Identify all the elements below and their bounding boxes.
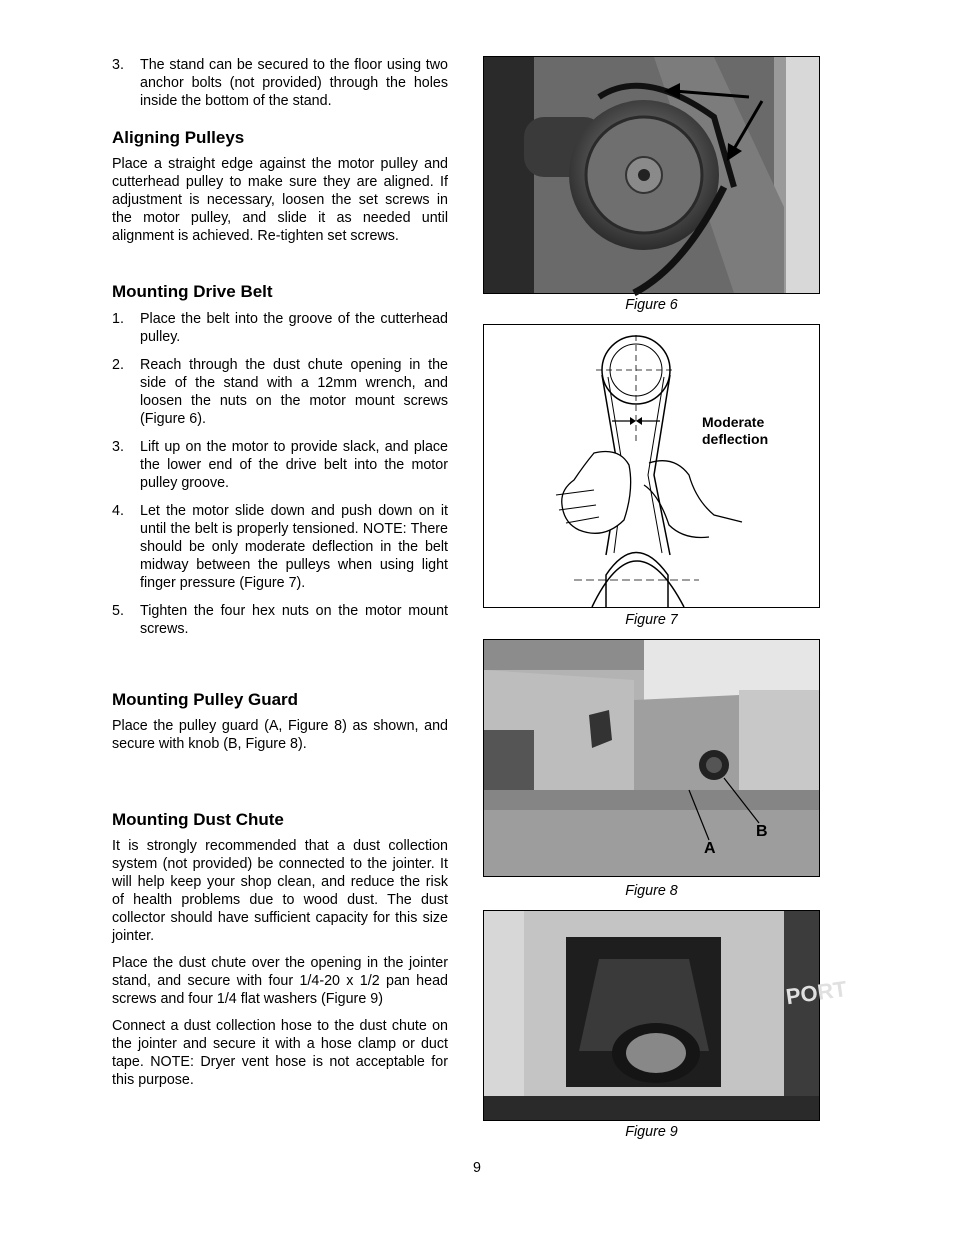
section-mounting-drive-belt [112,281,448,638]
list-text: Let the motor slide down and push down on it until the belt is properly tensioned. NOTE: There should be only moderate deflection in the belt midway between the pulleys when using light finger pressure (Figure 7). [140,503,448,591]
figure-8-caption: Figure 8 [625,883,678,899]
section-heading: Aligning Pulleys [112,128,245,147]
figure-9-caption: Figure 9 [625,1124,678,1140]
section-body: Place a straight edge against the motor pulley and cutterhead pulley to make sure they are aligned. If adjustment is necessary, loosen the set screws in the motor pulley, and slide it as needed until alignment is achieved. Re-tighten set screws. [112,156,448,244]
section-paragraph: It is strongly recommended that a dust collection system (not provided) be connected to the jointer. It will help keep your shop clean, and reduce the risk of health problems due to wood dust. The dust collector should have sufficient capacity for this size jointer. [112,838,448,944]
list-item [112,356,448,428]
section-paragraph: Place the dust chute over the opening in the jointer stand, and secure with four 1/4-20 x 1/2 pan head screws and four 1/4 flat washers (Figure 9) [112,955,448,1007]
list-number: 2. [112,357,124,373]
list-number: 3. [112,439,124,455]
section-heading: Mounting Pulley Guard [112,690,299,709]
list-number: 4. [112,503,124,519]
list-text: Place the belt into the groove of the cutterhead pulley. [140,311,448,345]
section-paragraph: Connect a dust collection hose to the dust chute on the jointer and secure it with a hose clamp or duct tape. NOTE: Dryer vent hose is not acceptable for this purpose. [112,1018,448,1088]
intro-list-item [112,56,448,110]
fig9-brand-text: PORT [784,976,849,1010]
section-body: Place the pulley guard (A, Figure 8) as shown, and secure with knob (B, Figure 8). [112,718,448,752]
figure-7-caption: Figure 7 [625,612,678,628]
list-item [112,502,448,592]
list-text: Lift up on the motor to provide slack, and place the lower end of the drive belt into the motor pulley groove. [140,439,448,491]
figure-6-photo [483,56,820,294]
fig7-label-line2: deflection [702,431,769,447]
list-number: 1. [112,311,124,327]
list-item [112,310,448,346]
list-text: Reach through the dust chute opening in the side of the stand with a 12mm wrench, and loosen the nuts on the motor mount screws (Figure 6). [140,357,448,427]
list-item [112,438,448,492]
list-item [112,602,448,638]
figure-8-photo [483,639,820,877]
section-aligning-pulleys [112,127,448,245]
page-number: 9 [473,1160,481,1176]
section-heading: Mounting Dust Chute [112,810,284,829]
list-text: The stand can be secured to the floor using two anchor bolts (not provided) through the holes inside the bottom of the stand. [140,57,448,109]
list-number: 3. [112,57,124,73]
section-mounting-pulley-guard [112,689,448,753]
fig8-label-a: A [704,840,716,857]
fig8-label-b: B [756,823,768,840]
section-heading: Mounting Drive Belt [112,282,273,301]
figure-9-photo [483,910,849,1121]
figure-6-caption: Figure 6 [625,297,678,313]
fig7-label-line1: Moderate [702,414,765,430]
list-text: Tighten the four hex nuts on the motor mount screws. [140,603,448,637]
section-mounting-dust-chute [112,809,448,1089]
list-number: 5. [112,603,124,619]
figure-7-diagram [483,324,820,608]
